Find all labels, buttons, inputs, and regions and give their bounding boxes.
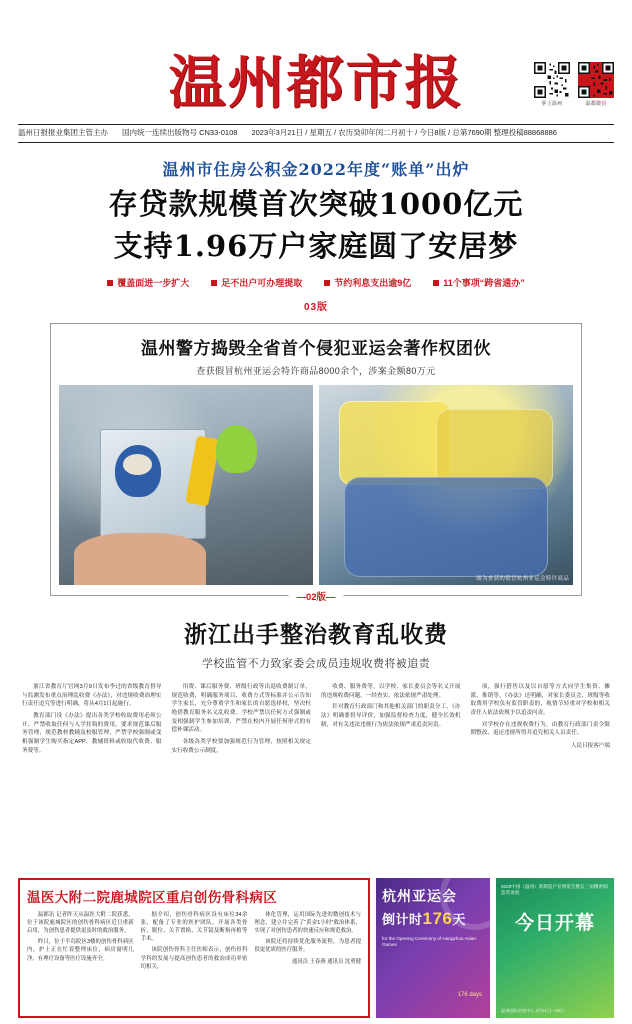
secondary-body-columns bbox=[22, 683, 610, 758]
masthead bbox=[0, 0, 632, 118]
lead-headline-line1: 存贷款规模首次突破1000亿元 bbox=[108, 186, 524, 221]
lead-story bbox=[0, 157, 632, 314]
bottom-left-paragraph: 该院创伤骨科主任医师表示，创伤骨科学科的发展与提高创伤患者的救治成功率密切相关。 bbox=[140, 947, 248, 970]
countdown-days: 176 bbox=[422, 909, 453, 928]
expo-ad-top-text: 2023中国（温州）新制造产业博览会暨长三角精密制造装备展 bbox=[501, 884, 608, 896]
bottom-left-paragraph: 温都讯 记者昨天从温医大附二院获悉，位于该院鹿城院区的创伤骨科病区近日重新启用，为创伤患者提供更及时的救治服务。 bbox=[27, 912, 134, 935]
feature-photo-row bbox=[59, 385, 573, 585]
countdown-suffix: 天 bbox=[452, 912, 466, 927]
bottom-left-paragraph: 体化管理，运用国际先进的微创技术与理念，建立并完善了“黄金1小时”救治体系，实现了对创伤患者的快速反应和规范救治。 bbox=[254, 912, 362, 935]
feature-page-reference: — 02版 — bbox=[288, 589, 343, 603]
body-column bbox=[172, 683, 312, 758]
lead-headline-line2: 支持1.96万户家庭圆了安居梦 bbox=[113, 228, 519, 263]
countdown-prefix: 倒计时 bbox=[382, 912, 423, 927]
photo-bags bbox=[319, 385, 573, 585]
lead-bullet-list bbox=[0, 276, 632, 289]
lead-bullet-label: 足不出户可办理提取 bbox=[221, 278, 303, 288]
bottom-left-story bbox=[18, 878, 370, 1018]
body-paragraph: 项，强行搭售以及以自愿等方式向学生集资、摊派、推销等。《办法》还明确，对家长委员会、班级等收取费用学校负有监管职责的，视情节轻重对学校和相关责任人依法依规予以追责问责。 bbox=[470, 684, 610, 716]
publication-info-bar bbox=[18, 124, 614, 143]
feature-photo-credit: 图为查获的假冒杭州亚运会特许商品 bbox=[476, 576, 569, 582]
feature-subhead: 查获假冒杭州亚运会特许商品8000余个，涉案金额80万元 bbox=[196, 366, 436, 376]
photo-shape-mascot-blue bbox=[115, 445, 161, 497]
qr-code-icon[interactable] bbox=[578, 62, 614, 98]
bottom-left-paragraph: 据介绍，创伤骨科病区设有床位34余张，配备了专业的医护团队，开展各类骨折、脱位、关节置换、关节镜及断指再植等手术。 bbox=[140, 912, 248, 943]
countdown-english-text: for the Opening Ceremony of Hangzhou Asian Games bbox=[382, 936, 476, 948]
photo-shape-bag-blue bbox=[344, 477, 547, 577]
qr-caption-right: 温都微信 bbox=[585, 101, 607, 107]
lead-bullet-item bbox=[107, 276, 189, 289]
bottom-left-paragraph: 该院还将持续优化服务流程，为患者提供更优质的医疗服务。 bbox=[254, 939, 362, 954]
secondary-story bbox=[0, 616, 632, 671]
lead-page-reference: 03版 bbox=[303, 302, 329, 313]
body-paragraph: 浙江省教育厅官网3月9日发布李过的省级教育督导与监测发布重点治理乱收费《办法》，对违规收费治理实行责任追究等进行明确，将从4月1日起施行。 bbox=[22, 684, 162, 708]
square-bullet-icon bbox=[211, 280, 217, 286]
square-bullet-icon bbox=[433, 280, 439, 286]
body-column bbox=[22, 683, 162, 758]
lead-kicker: 温州市住房公积金2022年度“账单”出炉 bbox=[162, 159, 470, 179]
bottom-left-column bbox=[27, 911, 134, 974]
secondary-byline: 人民日报客户端 bbox=[570, 742, 610, 749]
countdown-side-note: 176 days bbox=[457, 992, 482, 998]
info-date-issue: 2023年3月21日 / 星期五 / 农历癸卯年闰二月初十 / 今日8版 / 总第7690期 整理投稿88868886 bbox=[251, 128, 557, 137]
feature-story-box bbox=[50, 323, 582, 603]
body-paragraph: 收费、服务费等，以学校、家长委员会等名义开展的违规收费问题，一经查实，依法依规严肃处理。 bbox=[321, 684, 461, 699]
lead-bullet-item bbox=[433, 276, 525, 289]
body-paragraph: 各级各类学校要加强规范行为管理，按照相关规定实行收费公示制度。 bbox=[171, 738, 311, 754]
photo-shape-hand bbox=[74, 533, 206, 585]
photo-shape-bag-yellow-1 bbox=[339, 401, 451, 485]
info-publisher: 温州日报报业集团主管主办 bbox=[18, 128, 108, 137]
secondary-headline: 浙江出手整治教育乱收费 bbox=[184, 621, 448, 648]
body-paragraph: 针对教育行政部门和其他相关部门的职责分工，《办法》明确要督导评价，加强监督检查力度，健全长效机制，对有关违法违规行为依法依规严肃追责问责。 bbox=[321, 704, 461, 728]
countdown-title: 杭州亚运会 bbox=[382, 889, 457, 905]
bottom-left-paragraph: 昨日，位于半岛院区3楼的创伤骨科病区内，护士正在忙着整理床位，病房窗明几净，有理疗设备等医疗设施齐全。 bbox=[27, 939, 134, 962]
qr-caption-left: 掌上温州 bbox=[541, 101, 563, 107]
lead-bullet-item bbox=[324, 276, 411, 289]
lead-bullet-label: 覆盖面进一步扩大 bbox=[117, 278, 190, 288]
body-column bbox=[321, 683, 461, 758]
qr-item-left[interactable] bbox=[534, 62, 570, 107]
square-bullet-icon bbox=[324, 280, 330, 286]
bottom-left-byline: 通讯员 王春燕 通讯员 沈勇健 bbox=[291, 958, 362, 965]
expo-ad[interactable] bbox=[496, 878, 614, 1018]
bottom-left-column bbox=[254, 911, 361, 974]
qr-code-group bbox=[534, 62, 614, 107]
expo-ad-footer: 温州国际会展中心 3月21日—23日 bbox=[501, 1007, 565, 1013]
lead-bullet-item bbox=[211, 276, 302, 289]
body-column bbox=[471, 683, 611, 758]
bottom-left-column bbox=[141, 911, 248, 974]
lead-bullet-label: 节约利息支出逾9亿 bbox=[334, 278, 412, 288]
bottom-left-headline: 温医大附二院鹿城院区重启创伤骨科病区 bbox=[27, 890, 278, 906]
qr-code-icon[interactable] bbox=[534, 62, 570, 98]
feature-headline: 温州警方捣毁全省首个侵犯亚运会著作权团伙 bbox=[141, 339, 491, 359]
newspaper-title: 温州都市报 bbox=[168, 48, 464, 116]
bottom-left-columns bbox=[27, 911, 361, 974]
body-paragraph: 教育部门设《办法》提出各类学校收取费用必须公开，严禁收取任何与入学挂钩的费用，要求规范课后服务管理，规范教材教辅及校服管理，严禁学校强制或变相强制学生购买指定APP、教辅资料或收取代收费、服务费等。 bbox=[22, 712, 162, 754]
info-cn-number: 国内统一连续出版物号 CN33-0108 bbox=[122, 128, 238, 137]
lead-bullet-label: 11个事项“跨省通办” bbox=[443, 278, 525, 288]
square-bullet-icon bbox=[107, 280, 113, 286]
expo-ad-headline: 今日开幕 bbox=[514, 912, 595, 935]
secondary-subhead: 学校监管不力致家委会成员违规收费将被追责 bbox=[202, 658, 430, 670]
asian-games-countdown-ad[interactable] bbox=[376, 878, 490, 1018]
qr-item-right[interactable] bbox=[578, 62, 614, 107]
photo-keychain bbox=[59, 385, 313, 585]
bottom-strip bbox=[18, 878, 614, 1018]
body-paragraph: 用费、课后服务费、班级行政等出退收费制订单，规范收费，明确服务项目、收费方式等标准并公示告知学生家长，充分尊重学生和家长的自愿选择权，坚决杜绝借教育服务名义乱收费。学校严禁以任何方式强制或变相强制学生参加培训，严禁在校内开展任何形式的有偿补课活动。 bbox=[171, 684, 311, 734]
photo-shape-mascot-green bbox=[216, 425, 257, 473]
body-paragraph: 对学校存在违规收费行为，由教育行政部门责令限期整改、退还违规所得并追究相关人员责任。 bbox=[470, 721, 610, 737]
